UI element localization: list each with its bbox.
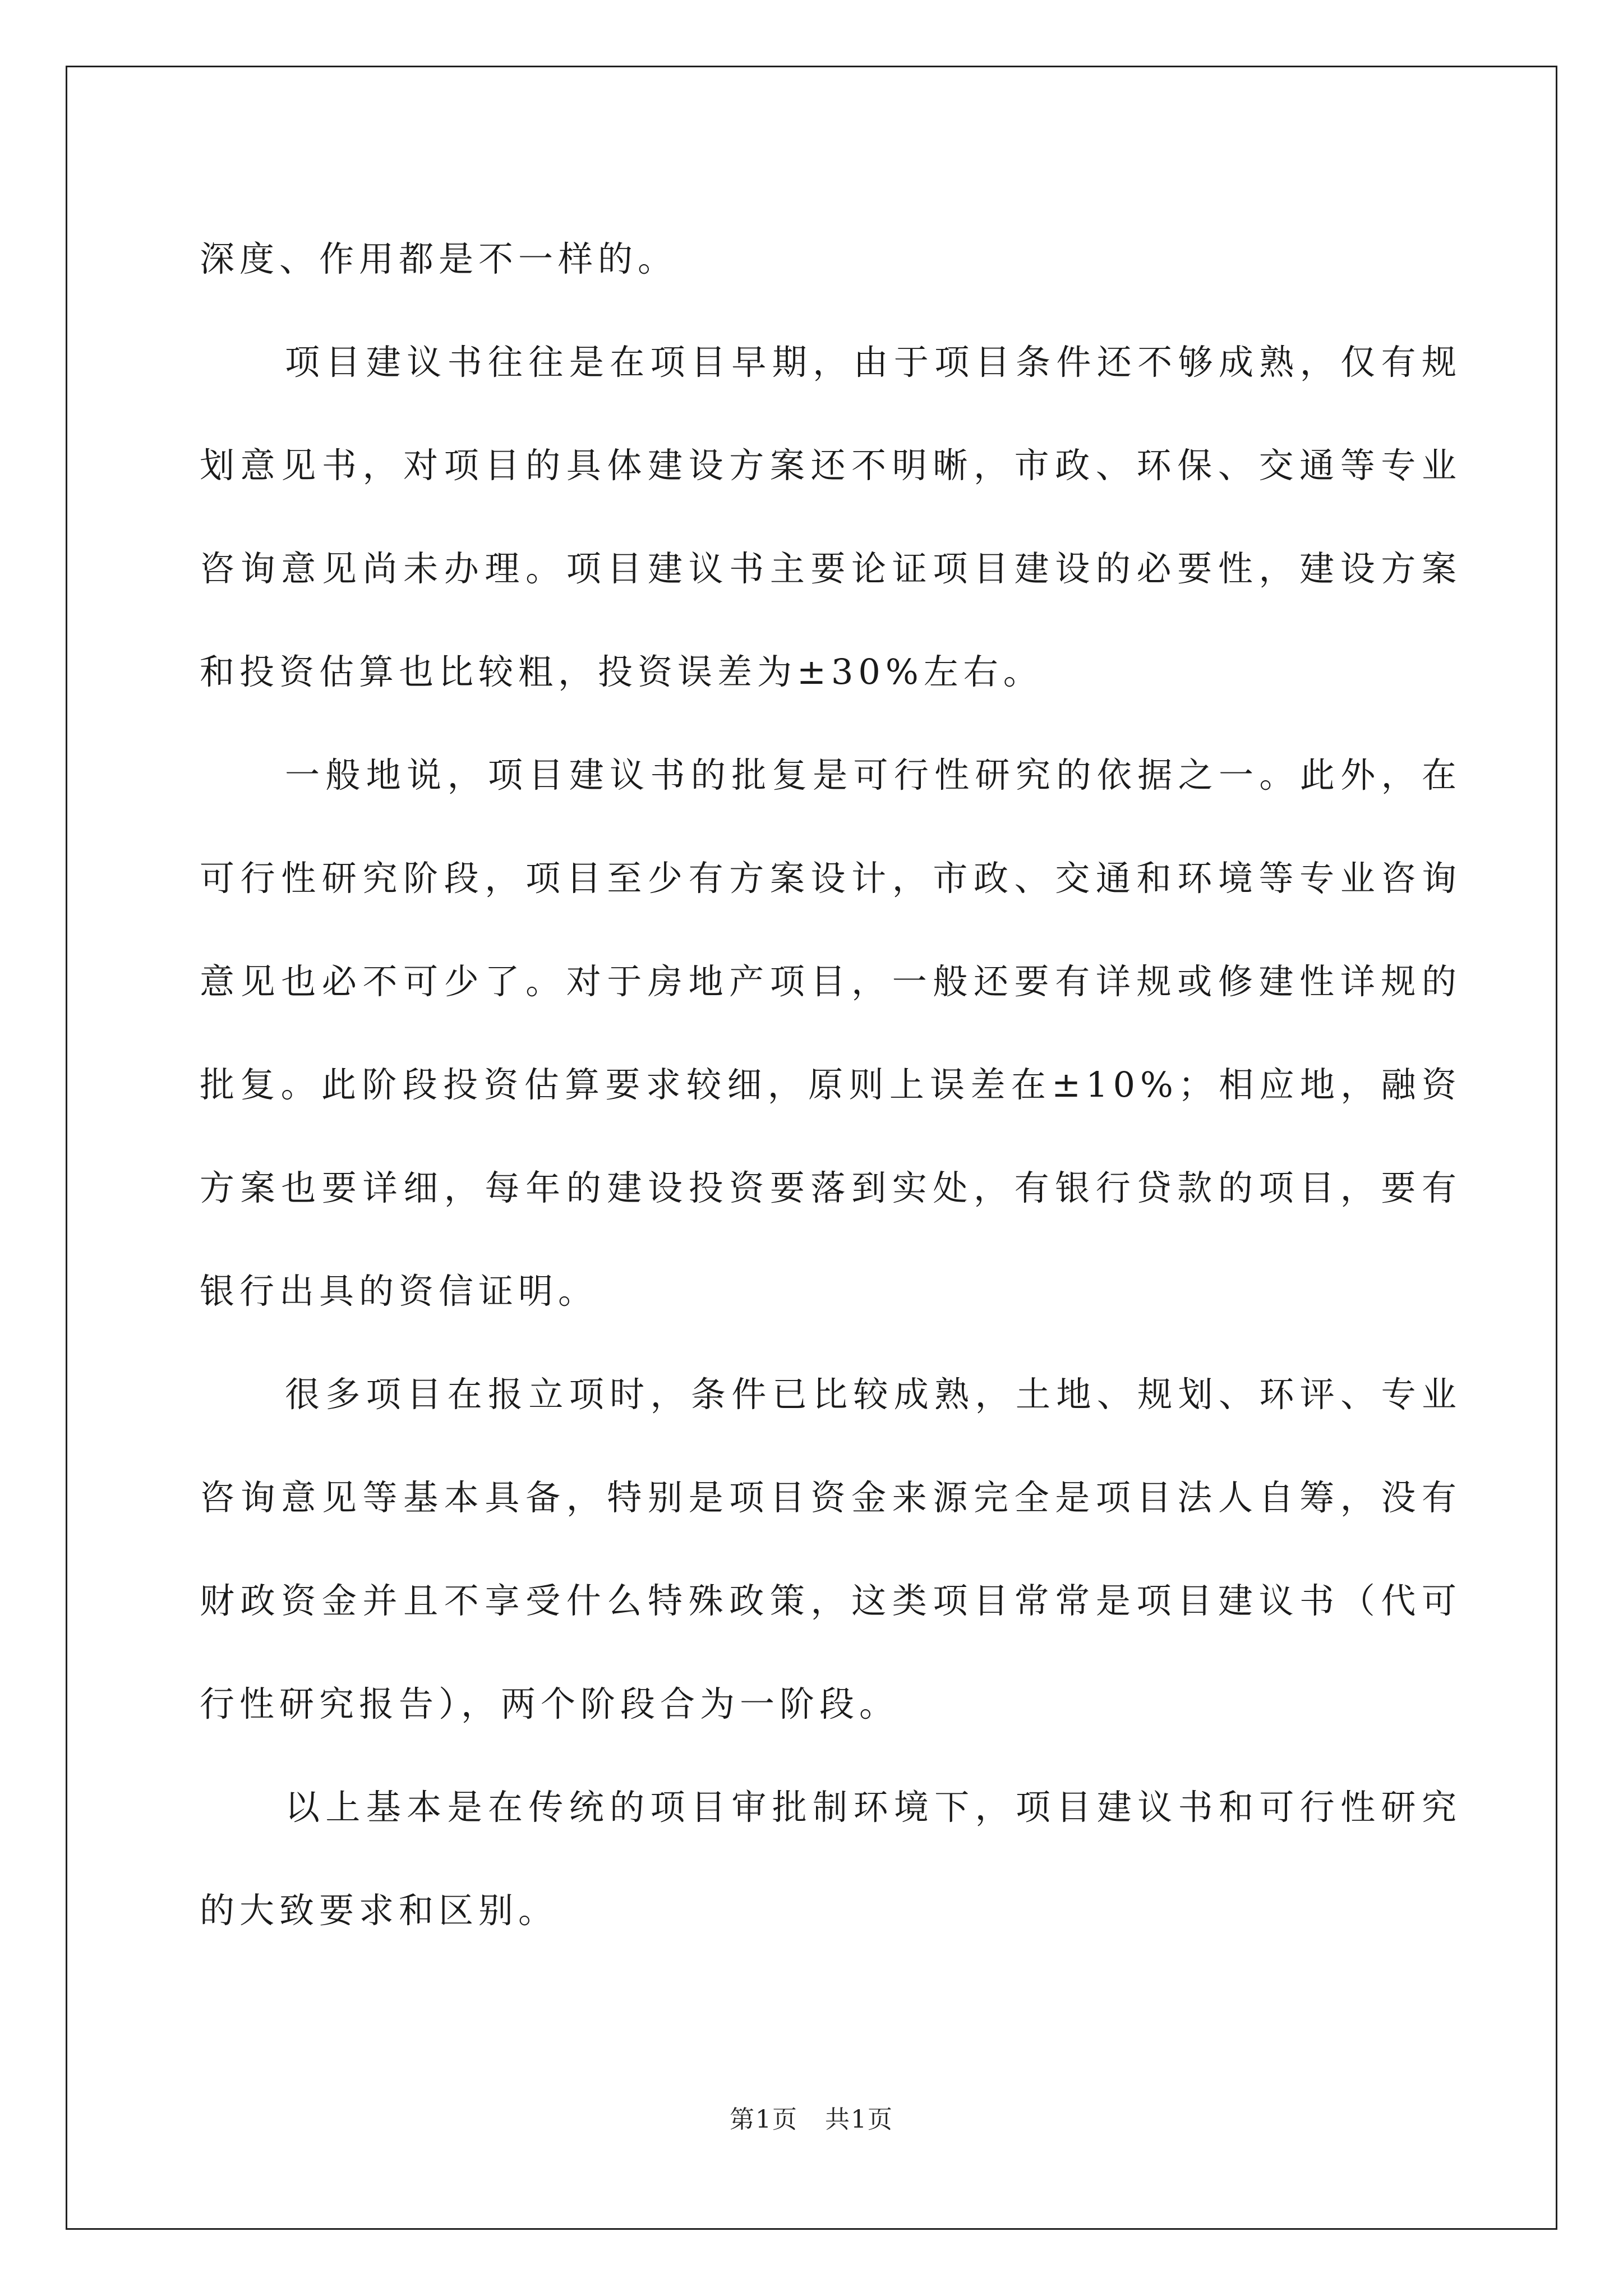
page-total: 共1页 bbox=[824, 2105, 893, 2134]
document-body bbox=[200, 208, 1461, 1962]
page-footer bbox=[0, 2099, 1623, 2135]
paragraph-5: 以上基本是在传统的项目审批制环境下，项目建议书和可行性研究的大致要求和区别。 bbox=[200, 1787, 1461, 1931]
paragraph-1: 深度、作用都是不一样的。 bbox=[200, 238, 678, 279]
page-number: 第1页 bbox=[730, 2105, 799, 2134]
paragraph-3: 一般地说，项目建议书的批复是可行性研究的依据之一。此外，在可行性研究阶段，项目至少有方案设计，市政、交通和环境等专业咨询意见也必不可少了。对于房地产项目，一般还要有详规或修建性详规的批复。此阶段投资估算要求较细，原则上误差在±10%；相应地，融资方案也要详细，每年的建设投资要落到实处，有银行贷款的项目，要有银行出具的资信证明。 bbox=[200, 754, 1461, 1312]
paragraph-2: 项目建议书往往是在项目早期，由于项目条件还不够成熟，仅有规划意见书，对项目的具体建设方案还不明晰，市政、环保、交通等专业咨询意见尚未办理。项目建议书主要论证项目建设的必要性，建设方案和投资估算也比较粗，投资误差为±30%左右。 bbox=[200, 342, 1461, 692]
paragraph-4: 很多项目在报立项时，条件已比较成熟，土地、规划、环评、专业咨询意见等基本具备，特别是项目资金来源完全是项目法人自筹，没有财政资金并且不享受什么特殊政策，这类项目常常是项目建议书（代可行性研究报告），两个阶段合为一阶段。 bbox=[200, 1374, 1461, 1724]
